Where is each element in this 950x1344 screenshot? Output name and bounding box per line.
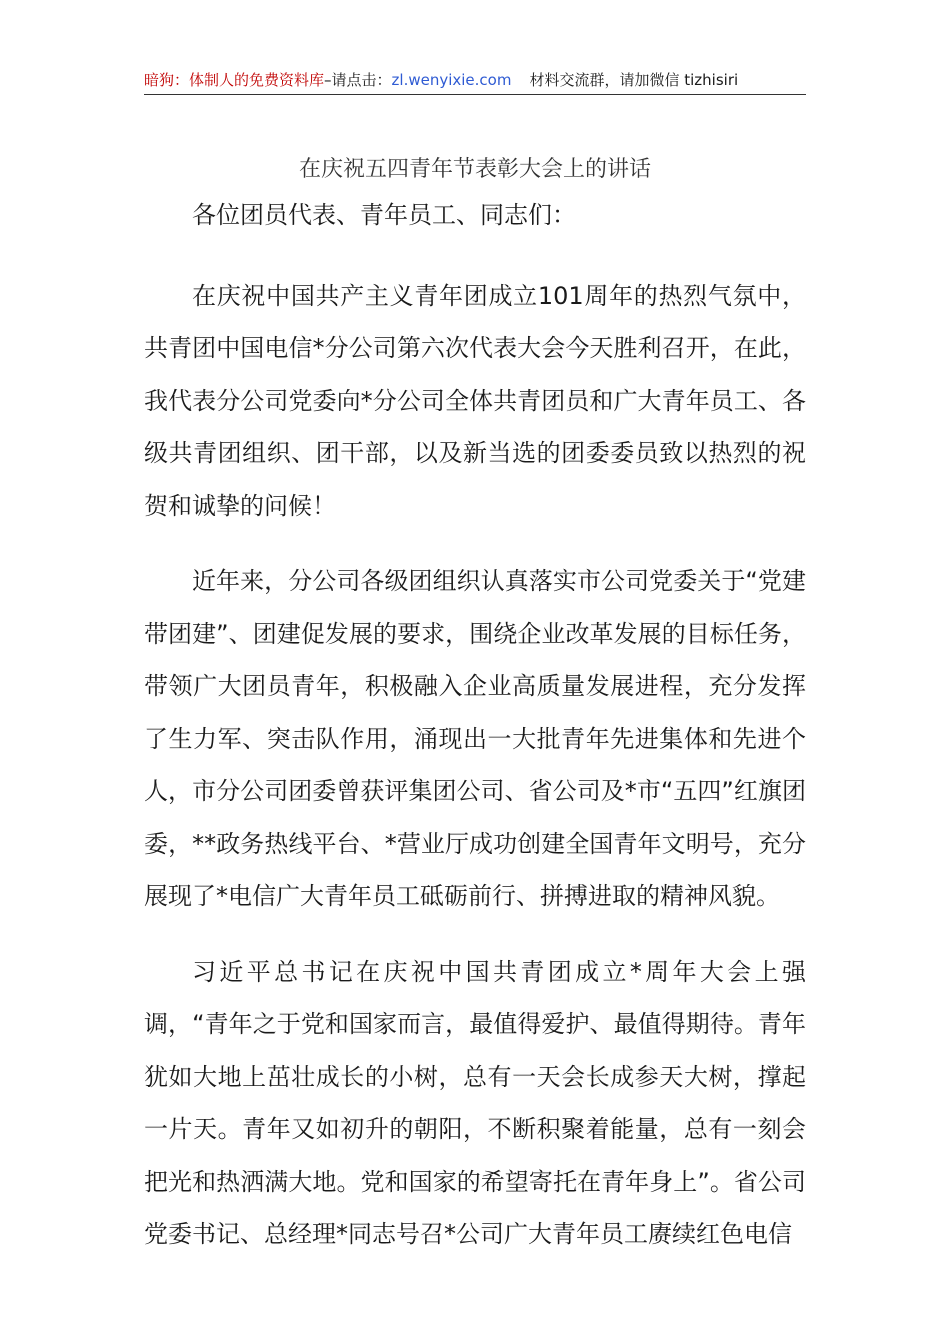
page-header [144, 70, 806, 90]
paragraph: 习近平总书记在庆祝中国共青团成立*周年大会上强调，“青年之于党和国家而言，最值得爱护、最值得期待。青年犹如大地上茁壮成长的小树，总有一天会长成参天大树，撑起一片天。青年又如初升的朝阳，不断积聚着能量，总有一刻会把光和热洒满大地。党和国家的希望寄托在青年身上”。省公司党委书记、总经理*同志号召*公司广大青年员工赓续红色电信 [144, 957, 806, 1248]
header-link[interactable]: zl.wenyixie.com [391, 71, 512, 89]
header-contact-text: 材料交流群，请加微信 tizhisiri [529, 71, 739, 89]
greeting-line: 各位团员代表、青年员工、同志们： [192, 201, 576, 229]
paragraph: 在庆祝中国共产主义青年团成立101周年的热烈气氛中，共青团中国电信*分公司第六次代表大会今天胜利召开，在此，我代表分公司党委向*分公司全体共青团员和广大青年员工、各级共青团组织、团干部，以及新当选的团委委员致以热烈的祝贺和诚挚的问候！ [144, 281, 806, 520]
document-body [144, 189, 806, 1284]
header-divider [144, 94, 806, 95]
document-title: 在庆祝五四青年节表彰大会上的讲话 [298, 157, 651, 182]
paragraph: 近年来，分公司各级团组织认真落实市公司党委关于“党建带团建”、团建促发展的要求，围绕企业改革发展的目标任务，带领广大团员青年，积极融入企业高质量发展进程，充分发挥了生力军、突击队作用，涌现出一大批青年先进集体和先进个人，市分公司团委曾获评集团公司、省公司及*市“五四”红旗团委，**政务热线平台、*营业厅成功创建全国青年文明号，充分展现了*电信广大青年员工砥砺前行、拼搏进取的精神风貌。 [144, 567, 806, 910]
header-brand-text: 暗狗：体制人的免费资料库 [144, 71, 325, 89]
header-prompt-text: –请点击： [324, 71, 392, 89]
